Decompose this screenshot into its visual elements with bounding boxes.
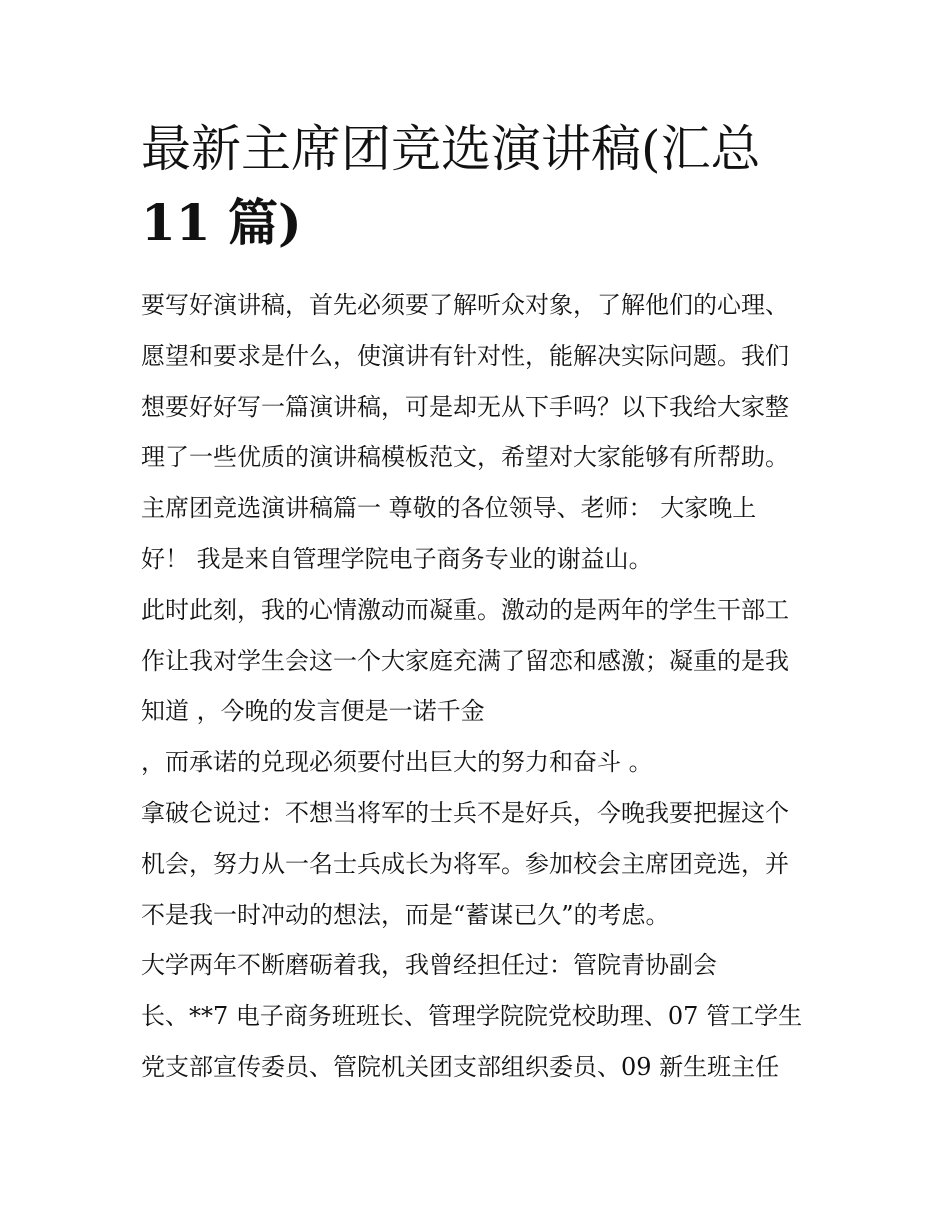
body-line: 愿望和要求是什么，使演讲有针对性，能解决实际问题。我们 bbox=[141, 341, 789, 370]
body-line: 大学两年不断磨砺着我，我曾经担任过：管院青协副会 bbox=[141, 951, 717, 980]
body-line: 作让我对学生会这一个大家庭充满了留恋和感激；凝重的是我 bbox=[141, 646, 789, 675]
title-line-1: 最新主席团竞选演讲稿(汇总 bbox=[141, 120, 761, 178]
document-page bbox=[141, 112, 821, 1093]
body-line: 不是我一时冲动的想法，而是“蓄谋已久”的考虑。 bbox=[141, 900, 670, 929]
title-line-2-rest: 篇) bbox=[210, 193, 302, 252]
document-title bbox=[141, 112, 821, 260]
body-line: 主席团竞选演讲稿篇一 尊敬的各位领导、老师： 大家晚上 bbox=[141, 494, 757, 523]
body-line: 好！ 我是来自管理学院电子商务专业的谢益山。 bbox=[141, 544, 653, 573]
body-line: 党支部宣传委员、管院机关团支部组织委员、09 新生班主任 bbox=[141, 1052, 780, 1081]
body-line: 此时此刻，我的心情激动而凝重。激动的是两年的学生干部工 bbox=[141, 595, 789, 624]
document-body bbox=[141, 280, 821, 1093]
body-line: 理了一些优质的演讲稿模板范文，希望对大家能够有所帮助。 bbox=[141, 443, 789, 472]
body-line: 拿破仑说过：不想当将军的士兵不是好兵，今晚我要把握这个 bbox=[141, 798, 789, 827]
body-line: 要写好演讲稿，首先必须要了解听众对象，了解他们的心理、 bbox=[141, 291, 789, 319]
title-number: 11 bbox=[141, 193, 211, 252]
body-line: 长、**7 电子商务班班长、管理学院院党校助理、07 管工学生 bbox=[141, 1002, 803, 1031]
body-line: ，而承诺的兑现必须要付出巨大的努力和奋斗 。 bbox=[141, 748, 653, 777]
body-line: 知道 ，今晚的发言便是一诺千金 bbox=[141, 697, 485, 726]
body-line: 机会，努力从一名士兵成长为将军。参加校会主席团竞选，并 bbox=[141, 849, 789, 878]
body-line: 想要好好写一篇演讲稿，可是却无从下手吗？以下我给大家整 bbox=[141, 392, 789, 421]
